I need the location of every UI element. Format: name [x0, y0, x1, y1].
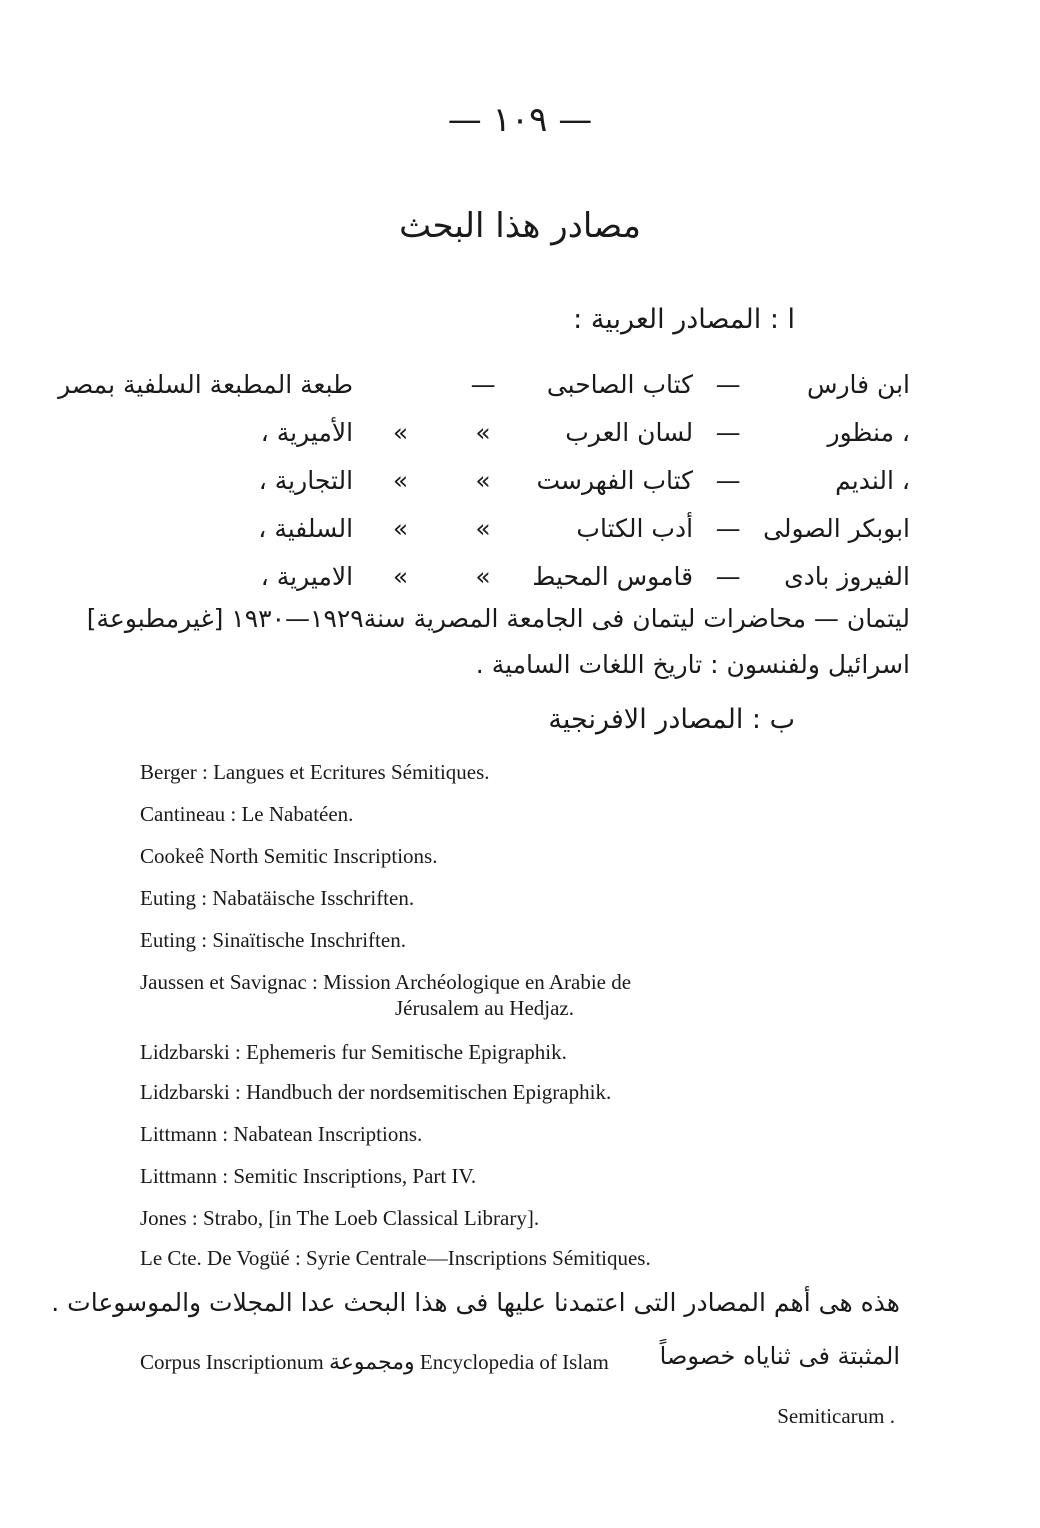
- source-author: ، النديم: [835, 465, 910, 495]
- note-arabic-and: ومجموعة: [329, 1350, 415, 1375]
- reference-entry: [140, 1122, 422, 1147]
- reference-entry: [140, 802, 353, 827]
- separator-dash: —: [715, 465, 741, 495]
- closing-note-mixed-line: [140, 1350, 609, 1375]
- reference-entry: [140, 1080, 611, 1105]
- separator-dash: —: [715, 369, 741, 399]
- table-row: [58, 552, 910, 600]
- reference-author: Jones :: [140, 1206, 198, 1230]
- reference-title: Mission Archéologique en Arabie de: [323, 970, 632, 994]
- reference-title: Syrie Centrale—Inscriptions Sémitiques.: [306, 1246, 651, 1270]
- note-corpus-title: Corpus Inscriptionum: [140, 1350, 324, 1374]
- reference-entry: [140, 844, 437, 869]
- ditto-mark: »: [475, 561, 491, 591]
- reference-author: Jaussen et Savignac :: [140, 970, 318, 994]
- reference-author: Berger :: [140, 760, 208, 784]
- ditto-mark: »: [475, 465, 491, 495]
- page-number: — ١٠٩ —: [447, 100, 593, 140]
- reference-entry: [140, 1164, 476, 1189]
- reference-author: Littmann :: [140, 1122, 229, 1146]
- reference-entry: [140, 886, 414, 911]
- separator-dash: —: [715, 561, 741, 591]
- table-row: [58, 504, 910, 552]
- liethmann-lectures-line: ليتمان — محاضرات ليتمان فى الجامعة المصرية سنة١٩٢٩—١٩٣٠ [غيرمطبوعة]: [86, 604, 910, 633]
- wolfensohn-line: اسرائيل ولفنسون : تاريخ اللغات السامية .: [475, 650, 910, 679]
- ditto-mark: »: [392, 417, 409, 447]
- source-press: الأميرية ،: [260, 417, 354, 447]
- source-book: قاموس المحيط: [532, 561, 694, 591]
- reference-author: Euting :: [140, 886, 208, 910]
- reference-continuation: Jérusalem au Hedjaz.: [395, 996, 575, 1020]
- source-book: لسان العرب: [565, 417, 694, 447]
- reference-title: Nabatean Inscriptions.: [233, 1122, 423, 1146]
- ditto-mark: »: [392, 465, 409, 495]
- closing-note-line: هذه هى أهم المصادر التى اعتمدنا عليها فى هذا البحث عدا المجلات والموسوعات .: [51, 1288, 900, 1317]
- note-arabic-lead: المثبتة فى ثناياه خصوصاً: [659, 1342, 900, 1370]
- source-author: الفيروز بادى: [784, 561, 910, 591]
- source-book: كتاب الفهرست: [536, 465, 694, 495]
- reference-entry: [140, 760, 490, 785]
- reference-author: Euting :: [140, 928, 208, 952]
- closing-note-end: Semiticarum .: [777, 1404, 895, 1428]
- arabic-sources-table: [58, 360, 910, 600]
- source-book: أدب الكتاب: [576, 513, 694, 543]
- reference-title: Handbuch der nordsemitischen Epigraphik.: [246, 1080, 612, 1104]
- reference-entry: [140, 1040, 567, 1065]
- ditto-mark: [353, 360, 448, 408]
- page-title: مصادر هذا البحث: [399, 206, 641, 246]
- reference-author: Littmann :: [140, 1164, 229, 1188]
- reference-title: Semitic Inscriptions, Part IV.: [233, 1164, 477, 1188]
- source-author: ، منظور: [827, 417, 910, 447]
- reference-title: Langues et Ecritures Sémitiques.: [213, 760, 490, 784]
- reference-author: Cantineau :: [140, 802, 237, 826]
- ditto-mark: »: [392, 513, 409, 543]
- ditto-mark: »: [475, 417, 491, 447]
- source-author: ابن فارس: [806, 369, 910, 399]
- ditto-mark: »: [475, 513, 491, 543]
- reference-entry: [140, 1206, 539, 1231]
- reference-title: Sinaïtische Inschriften.: [212, 928, 406, 952]
- section-heading-foreign-sources: ب : المصادر الافرنجية: [548, 704, 795, 735]
- reference-entry: [140, 970, 631, 995]
- reference-author: Cookeê: [140, 844, 205, 868]
- reference-author: Le Cte. De Vogüé :: [140, 1246, 301, 1270]
- ditto-mark: »: [392, 561, 409, 591]
- note-encyclopedia-title: Encyclopedia of Islam: [419, 1350, 609, 1374]
- separator-dash: —: [715, 417, 741, 447]
- separator-dash: —: [715, 513, 741, 543]
- source-press: التجارية ،: [258, 465, 354, 495]
- source-press: الاميرية ،: [260, 561, 354, 591]
- reference-title: Strabo, [in The Loeb Classical Library].: [203, 1206, 540, 1230]
- table-row: [58, 408, 910, 456]
- reference-title: Ephemeris fur Semitische Epigraphik.: [246, 1040, 567, 1064]
- source-book: كتاب الصاحبى: [546, 369, 694, 399]
- separator-dash: —: [470, 369, 496, 399]
- section-heading-arabic-sources: ا : المصادر العربية :: [573, 304, 795, 335]
- source-press: طبعة المطبعة السلفية بمصر: [58, 369, 354, 399]
- source-author: ابوبكر الصولى: [763, 513, 910, 543]
- reference-author: Lidzbarski :: [140, 1080, 241, 1104]
- reference-author: Lidzbarski :: [140, 1040, 241, 1064]
- reference-entry: [140, 1246, 651, 1271]
- reference-entry: [140, 928, 406, 953]
- table-row: [58, 456, 910, 504]
- reference-title: Le Nabatéen.: [241, 802, 354, 826]
- reference-title: North Semitic Inscriptions.: [209, 844, 438, 868]
- reference-title: Nabatäische Isschriften.: [212, 886, 415, 910]
- source-press: السلفية ،: [258, 513, 354, 543]
- table-row: [58, 360, 910, 408]
